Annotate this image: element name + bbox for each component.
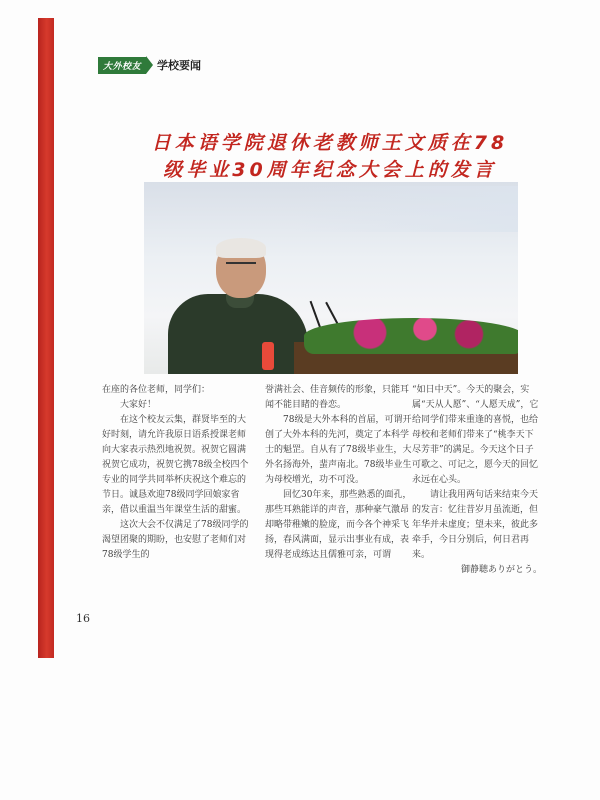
paragraph: 在座的各位老师，同学们： bbox=[102, 385, 211, 395]
text-column-1 bbox=[102, 383, 252, 563]
red-spine-bar bbox=[38, 18, 54, 658]
photo-flower-arrangement bbox=[304, 318, 518, 354]
paragraph: 在这个校友云集，群贤毕至的大好时刻，请允许我原日语系授课老师向大家表示热烈地祝贺。祝贺它圆满祝贺它成功，祝贺它携78级全校四个专业的同学共同举杯庆祝这个难忘的节日。诚恳欢迎78级同学回娘家省亲，借以重温当年课堂生活的甜蜜。 bbox=[102, 415, 249, 515]
photo-water-bottle bbox=[262, 342, 274, 370]
photo-speaker-hair bbox=[216, 238, 266, 258]
paragraph: 78级是大外本科的首届，可谓开创了大外本科的先河，奠定了本科学士的魁罡。自从有了78级毕业生，大外名扬海外，蜚声南北。78级毕业生为母校增光，功不可没。 bbox=[265, 415, 412, 485]
paragraph: 这次大会不仅满足了78级同学的渴望团聚的期盼，也安慰了老师们对78级学生的 bbox=[102, 520, 249, 560]
title-line-2: 级毕业30周年纪念大会上的发言 bbox=[163, 159, 497, 181]
photo-glasses bbox=[226, 262, 256, 270]
text-column-2 bbox=[265, 383, 415, 563]
paragraph: 回忆30年来，那些熟悉的面孔，那些耳熟能详的声音，那种豪气激昂却略带稚嫩的脸庞，而今各个神采飞扬，春风满面，显示出事业有成，表现得老成练达且儒雅可亲，可谓 bbox=[265, 490, 412, 560]
section-header bbox=[98, 56, 201, 74]
alumni-badge: 大外校友 bbox=[98, 57, 146, 74]
badge-arrow-icon bbox=[146, 56, 153, 74]
paragraph: 大家好！ bbox=[120, 400, 157, 410]
article-title bbox=[100, 130, 560, 184]
section-label: 学校要闻 bbox=[157, 59, 202, 72]
paragraph: 誉满社会、佳音频传的形象，只能耳闻不能目睹的眷恋。 bbox=[265, 385, 410, 410]
paragraph: “如日中天”。今天的聚会，实属“天从人愿”、“人愿天成”，它给同学们带来重逢的喜悦，也给母校和老师们带来了“桃李天下尽芳菲”的满足。今天这个日子可歌之、可记之，愿今天的回忆永远在心头。 bbox=[412, 385, 539, 485]
paragraph: 请让我用两句话来结束今天的发言：忆往昔岁月虽流逝，但年华并未虚度；望未来，彼此多牵手，今日分别后，何日君再来。 bbox=[412, 490, 539, 560]
speaker-photo bbox=[144, 182, 518, 374]
title-line-1: 日本语学院退休老教师王文质在78 bbox=[151, 132, 509, 154]
page-number: 16 bbox=[76, 612, 90, 625]
signoff: 御静聴ありがとう。 bbox=[460, 565, 542, 575]
text-column-3 bbox=[412, 383, 542, 578]
photo-backdrop-banner bbox=[294, 186, 518, 232]
